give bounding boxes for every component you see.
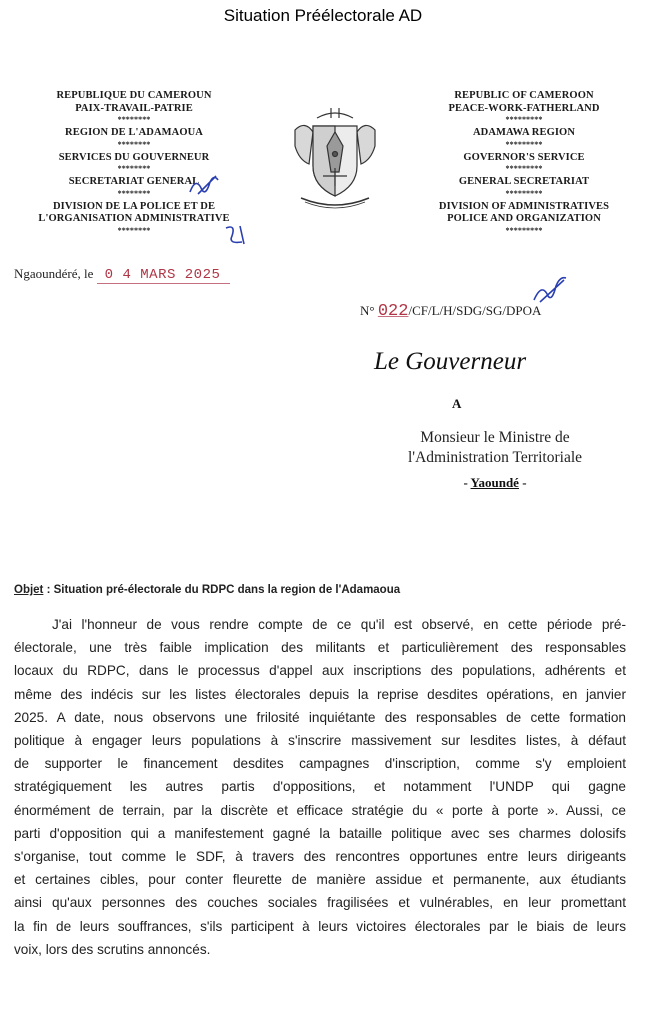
body-line: J'ai l'honneur de vous rendre compte de ce qu'il est observé, en cette période pré- (52, 617, 626, 632)
subject-line (14, 584, 634, 596)
header-right-stars: ********* (505, 164, 543, 173)
header-left-line: REPUBLIQUE DU CAMEROUN (56, 90, 212, 101)
letter-date (14, 266, 230, 284)
reference-suffix: /CF/L/H/SDG/SG/DPOA (408, 303, 542, 318)
header-right-line: GOVERNOR'S SERVICE (463, 151, 585, 163)
recipient-preposition: A (452, 396, 462, 411)
coat-of-arms-icon (287, 102, 383, 214)
body-line: politique à engager leurs populations à s'inscrire massivement sur lesdites listes, à défaut (14, 733, 626, 749)
header-left (10, 90, 258, 235)
header-left-stars: ******** (117, 164, 151, 173)
header-right-stars: ********* (505, 115, 543, 124)
handwritten-initial-icon (530, 272, 570, 306)
body-line: et certaines cibles, pour conter fleurette de manière assidue et permanente, aux étudiants (14, 872, 626, 888)
body-line: parti d'opposition qui a manifestement gagné la bataille politique avec ses charmes dolosifs (14, 825, 626, 841)
city-name: Yaoundé (470, 475, 519, 490)
body-line: ainsi qu'aux personnes des couches sociales fragilisées et vulnérables, en leur promettant (14, 895, 626, 911)
body-line: de supporter le financement desdites campagnes d'inscription, comme s'y emploient (14, 756, 626, 772)
body-line: même des indécis sur les listes électorales depuis la reprise desdites opérations, en janvier (14, 686, 626, 702)
city-dash: - (463, 475, 471, 490)
header-left-stars: ******** (117, 139, 151, 149)
recipient-block (360, 428, 630, 468)
recipient-line: l'Administration Territoriale (407, 449, 583, 466)
header-left-stars: ******** (117, 225, 151, 235)
city-dash: - (518, 475, 527, 490)
header-right-line: DIVISION OF ADMINISTRATIVES (438, 200, 610, 212)
subject-label: Objet (14, 584, 44, 596)
header-right-line: PEACE-WORK-FATHERLAND (448, 102, 600, 114)
body-line: s'organise, tout comme le SDF, à travers des rencontres opportunes entre leurs dirigeants (14, 849, 626, 865)
header-right-line: REPUBLIC OF CAMEROON (454, 90, 594, 101)
header-left-line: SERVICES DU GOUVERNEUR (58, 151, 210, 163)
page-caption: Situation Préélectorale AD (223, 6, 423, 25)
header-right-line: POLICE AND ORGANIZATION (447, 213, 601, 224)
date-prefix: Ngaoundéré, le (14, 266, 94, 281)
header-left-line: PAIX-TRAVAIL-PATRIE (75, 102, 193, 114)
letter-body (14, 613, 626, 961)
header-right-line: GENERAL SECRETARIAT (458, 176, 590, 187)
recipient-line: Monsieur le Ministre de (420, 429, 570, 446)
body-line: 2025. A date, nous observons une frilosité inquiétante des responsables de cette formation (14, 709, 626, 725)
header-left-line: L'ORGANISATION ADMINISTRATIVE (38, 213, 230, 224)
reference-prefix: N° (360, 303, 375, 318)
body-line: voix, lors des scrutins annoncés. (14, 941, 211, 957)
body-line: électorale, une très faible implication des militants et particulièrement des responsables (14, 640, 626, 656)
date-stamp: 0 4 MARS 2025 (97, 267, 231, 284)
header-left-line: REGION DE L'ADAMAOUA (65, 127, 203, 138)
header-right-stars: ********* (505, 225, 543, 235)
header-left-stars: ******** (117, 115, 151, 124)
header-left-stars: ******** (117, 188, 151, 198)
header-right-line: ADAMAWA REGION (472, 127, 576, 138)
body-line: stratégiquement les autres partis d'oppositions, et notamment l'UNDP qui gagne (14, 779, 626, 795)
recipient-city (360, 475, 630, 491)
body-line: la fin de leurs souffrances, s'ils participent à leurs victoires électorales par le biais de leurs (14, 918, 626, 934)
body-line: énormément de terrain, par la discrète et efficace stratégie du « porte à porte ». Aussi, ce (14, 802, 626, 818)
sender-title: Le Gouverneur (374, 348, 527, 375)
subject-text: : Situation pré-électorale du RDPC dans la region de l'Adamaoua (43, 584, 401, 596)
header-right (410, 90, 638, 235)
header-right-stars: ********* (505, 188, 543, 198)
reference-number (360, 302, 541, 321)
body-line: locaux du RDPC, dans le processus d'appel aux inscriptions des populations, adhérents et (14, 663, 626, 679)
header-left-line: SECRETARIAT GENERAL (68, 176, 200, 187)
reference-handwritten-number: 022 (377, 302, 409, 321)
header-left-line: DIVISION DE LA POLICE ET DE (52, 200, 216, 212)
header-right-stars: ********* (505, 139, 543, 149)
